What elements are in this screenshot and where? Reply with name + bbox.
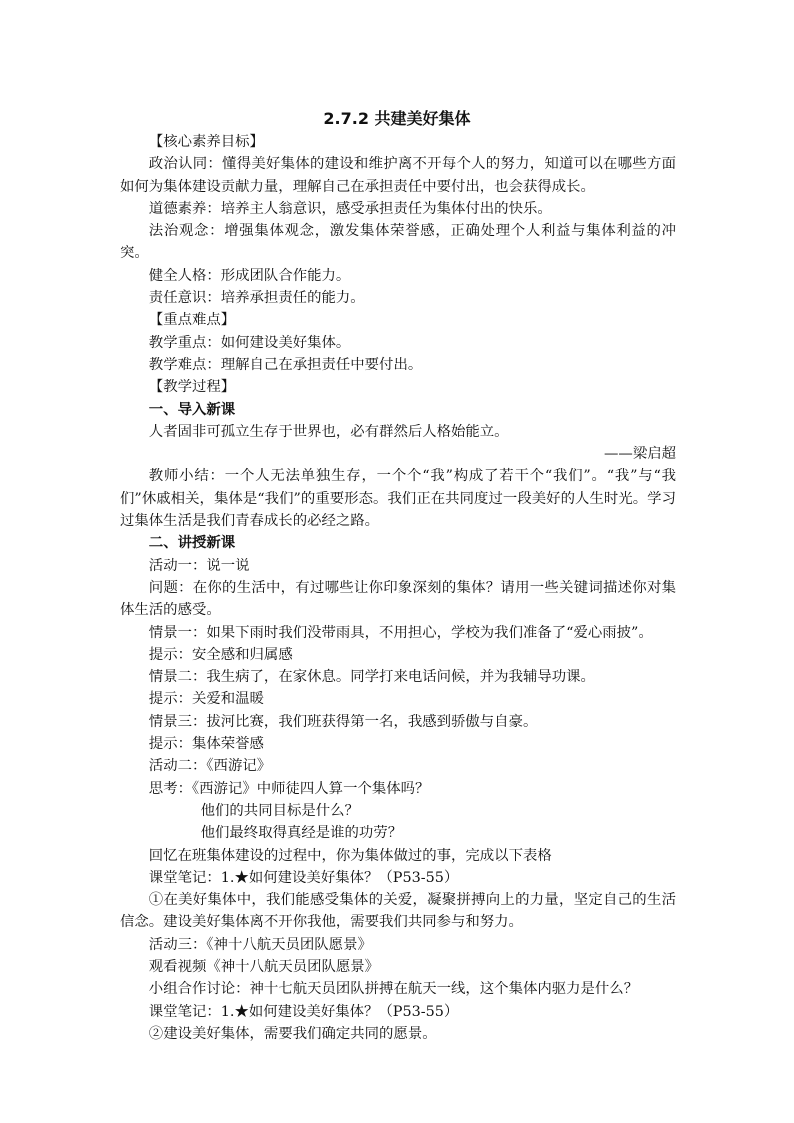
paragraph: 情景三：拔河比赛，我们班获得第一名，我感到骄傲与自豪。 [148,713,538,730]
paragraph: 政治认同：懂得美好集体的建设和维护离不开每个人的努力，知道可以在哪些方面如何为集体建设贡献力量，理解自己在承担责任中要付出，也会获得成长。 [120,156,676,195]
paragraph: 教学难点：理解自己在承担责任中要付出。 [148,356,423,373]
subsection-heading: 二、讲授新课 [148,534,236,552]
paragraph: 活动三：《神十八航天员团队愿景》 [148,936,372,953]
paragraph: 问题：在你的生活中，有过哪些让你印象深刻的集体？请用一些关键词描述你对集体生活的感受。 [120,579,676,619]
paragraph: ①在美好集体中，我们能感受集体的关爱，凝聚拼搏向上的力量，坚定自己的生活信念。建设美好集体离不开你我他，需要我们共同参与和努力。 [120,892,676,931]
quote-attribution: ——梁启超 [604,446,676,463]
paragraph: 提示：关爱和温暖 [148,691,264,708]
paragraph: 情景二：我生病了，在家休息。同学打来电话问候，并为我辅导功课。 [148,669,595,686]
section-heading: 【教学过程】 [148,379,236,396]
paragraph: 法治观念：增强集体观念，激发集体荣誉感，正确处理个人利益与集体利益的冲突。 [120,223,676,262]
section-heading: 【重点难点】 [148,312,236,329]
paragraph: 健全人格：形成团队合作能力。 [148,267,351,284]
paragraph: 观看视频《神十八航天员团队愿景》 [148,958,380,975]
section-heading: 【核心素养目标】 [148,134,264,150]
paragraph: 教师小结：一个人无法单独生存，一个个“我”构成了若干个“我们”。“我”与“我们”休戚相关，集体是“我们”的重要形态。我们正在共同度过一段美好的人生时光。学习过集体生活是我们青春成长的必经之路。 [120,468,676,530]
quote: 人者固非可孤立生存于世界也，必有群然后人格始能立。 [148,423,509,440]
paragraph: 责任意识：培养承担责任的能力。 [148,290,365,307]
paragraph-indented: 他们最终取得真经是谁的功劳？ [200,825,403,842]
paragraph: 活动二：《西游记》 [148,758,272,775]
subsection-heading: 一、导入新课 [148,400,236,418]
paragraph: 道德素养：培养主人翁意识，感受承担责任为集体付出的快乐。 [148,200,552,217]
paragraph: 课堂笔记：1.★如何建设美好集体？（P53-55） [148,869,459,886]
paragraph: 教学重点：如何建设美好集体。 [148,334,351,351]
document-body [120,131,676,1045]
paragraph: 小组合作讨论：神十七航天员团队拼搏在航天一线，这个集体内驱力是什么？ [148,981,639,998]
paragraph: 回忆在班集体建设的过程中，你为集体做过的事，完成以下表格 [148,847,552,864]
paragraph: 思考：《西游记》中师徒四人算一个集体吗？ [148,780,430,797]
paragraph: 提示：集体荣誉感 [148,736,264,753]
paragraph: 情景一：如果下雨时我们没带雨具，不用担心，学校为我们准备了“爱心雨披”。 [148,624,653,641]
paragraph: ②建设美好集体，需要我们确定共同的愿景。 [148,1025,437,1042]
paragraph: 课堂笔记：1.★如何建设美好集体？（P53-55） [148,1003,459,1020]
document-title: 2.7.2 共建美好集体 [323,109,471,128]
paragraph-indented: 他们的共同目标是什么？ [200,802,359,819]
paragraph: 提示：安全感和归属感 [148,646,293,663]
paragraph: 活动一：说一说 [148,557,250,574]
